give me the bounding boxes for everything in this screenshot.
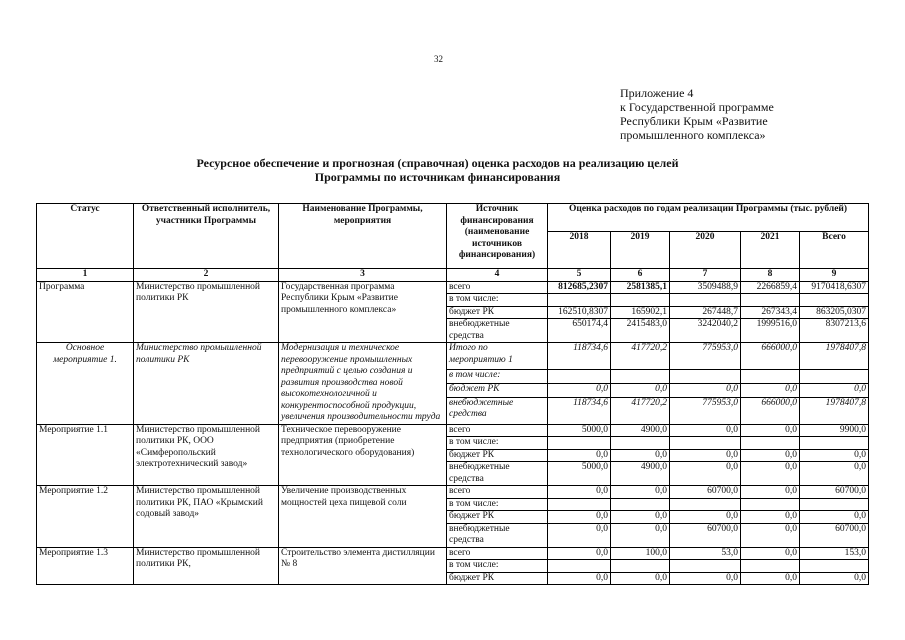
value-cell: 775953,0: [670, 397, 741, 424]
header-estimate: Оценка расходов по годам реализации Программы (тыс. рублей): [548, 204, 869, 232]
value-cell: [611, 437, 670, 450]
value-cell: [548, 560, 611, 573]
value-cell: 650174,4: [548, 319, 611, 343]
value-cell: 417720,2: [611, 343, 670, 370]
appendix-note: [620, 86, 774, 142]
title-line-1: Ресурсное обеспечение и прогнозная (справочная) оценка расходов на реализацию целей: [196, 156, 679, 170]
value-cell: 4900,0: [611, 462, 670, 486]
status-cell: Мероприятие 1.1: [37, 424, 134, 486]
value-cell: 153,0: [800, 547, 869, 560]
value-cell: 1999516,0: [741, 319, 800, 343]
status-cell: Программа: [37, 281, 134, 343]
value-cell: 0,0: [741, 572, 800, 585]
value-cell: 2266859,4: [741, 281, 800, 294]
measure-name-cell: Техническое перевооружение предприятия (приобретение технологического оборудования): [279, 424, 447, 486]
value-cell: 0,0: [611, 523, 670, 547]
source-cell: в том числе:: [447, 294, 548, 307]
value-cell: [611, 369, 670, 383]
source-cell: бюджет РК: [447, 572, 548, 585]
value-cell: 0,0: [670, 462, 741, 486]
value-cell: [611, 498, 670, 511]
value-cell: 0,0: [548, 547, 611, 560]
table-row: [37, 281, 869, 294]
source-cell: в том числе:: [447, 369, 548, 383]
source-cell: внебюджетные средства: [447, 462, 548, 486]
source-cell: бюджет РК: [447, 383, 548, 397]
value-cell: 0,0: [548, 486, 611, 499]
table-row: [37, 343, 869, 370]
value-cell: [548, 294, 611, 307]
value-cell: 165902,1: [611, 306, 670, 319]
value-cell: 0,0: [800, 511, 869, 524]
column-number: 5: [548, 269, 611, 282]
value-cell: 267448,7: [670, 306, 741, 319]
value-cell: 5000,0: [548, 462, 611, 486]
value-cell: 60700,0: [670, 486, 741, 499]
value-cell: 0,0: [800, 449, 869, 462]
measure-name-cell: Модернизация и техническое перевооружение промышленных предприятий с целью создания и развития производства новой высокотехнологичной и конкурентоспособной продукции, увеличения производительности труда: [279, 343, 447, 425]
value-cell: 775953,0: [670, 343, 741, 370]
table-row: [37, 547, 869, 560]
value-cell: 0,0: [548, 523, 611, 547]
column-number-row: [37, 269, 869, 282]
value-cell: 0,0: [741, 462, 800, 486]
value-cell: 0,0: [741, 511, 800, 524]
value-cell: 60700,0: [670, 523, 741, 547]
measure-name-cell: Увеличение производственных мощностей цеха пищевой соли: [279, 486, 447, 548]
value-cell: 0,0: [548, 383, 611, 397]
source-cell: бюджет РК: [447, 449, 548, 462]
source-cell: бюджет РК: [447, 306, 548, 319]
source-cell: всего: [447, 424, 548, 437]
appendix-line: к Государственной программе: [620, 100, 774, 114]
source-cell: бюджет РК: [447, 511, 548, 524]
column-number: 1: [37, 269, 134, 282]
value-cell: 0,0: [611, 486, 670, 499]
value-cell: 417720,2: [611, 397, 670, 424]
column-number: 7: [670, 269, 741, 282]
executor-cell: Министерство промышленной политики РК, ООО «Симферопольский электротехнический завод»: [134, 424, 279, 486]
value-cell: 0,0: [741, 383, 800, 397]
value-cell: 118734,6: [548, 343, 611, 370]
header-total: Всего: [800, 232, 869, 269]
value-cell: [670, 437, 741, 450]
financing-table: [36, 203, 869, 585]
appendix-line: Республики Крым «Развитие: [620, 114, 768, 128]
column-number: 3: [279, 269, 447, 282]
value-cell: [548, 498, 611, 511]
value-cell: 162510,8307: [548, 306, 611, 319]
source-cell: всего: [447, 281, 548, 294]
value-cell: 0,0: [611, 511, 670, 524]
column-number: 2: [134, 269, 279, 282]
header-year: 2018: [548, 232, 611, 269]
value-cell: 60700,0: [800, 486, 869, 499]
source-cell: всего: [447, 547, 548, 560]
value-cell: [548, 369, 611, 383]
header-year: 2019: [611, 232, 670, 269]
value-cell: 9900,0: [800, 424, 869, 437]
value-cell: 3509488,9: [670, 281, 741, 294]
value-cell: 0,0: [670, 383, 741, 397]
value-cell: 0,0: [548, 449, 611, 462]
value-cell: [741, 498, 800, 511]
value-cell: 0,0: [741, 486, 800, 499]
value-cell: 4900,0: [611, 424, 670, 437]
value-cell: [548, 437, 611, 450]
value-cell: 812685,2307: [548, 281, 611, 294]
value-cell: [800, 437, 869, 450]
source-cell: в том числе:: [447, 437, 548, 450]
executor-cell: Министерство промышленной политики РК: [134, 281, 279, 343]
table-row: [37, 424, 869, 437]
value-cell: [670, 498, 741, 511]
status-cell: Мероприятие 1.3: [37, 547, 134, 585]
value-cell: 0,0: [548, 572, 611, 585]
header-name: Наименование Программы, мероприятия: [279, 204, 447, 269]
executor-cell: Министерство промышленной политики РК, ПАО «Крымский содовый завод»: [134, 486, 279, 548]
column-number: 4: [447, 269, 548, 282]
value-cell: 2415483,0: [611, 319, 670, 343]
value-cell: [741, 437, 800, 450]
value-cell: 0,0: [741, 547, 800, 560]
appendix-line: Приложение 4: [620, 86, 694, 100]
value-cell: [741, 294, 800, 307]
value-cell: [670, 560, 741, 573]
value-cell: 2581385,1: [611, 281, 670, 294]
value-cell: 0,0: [800, 572, 869, 585]
value-cell: 267343,4: [741, 306, 800, 319]
source-cell: в том числе:: [447, 560, 548, 573]
value-cell: 8307213,6: [800, 319, 869, 343]
value-cell: 1978407,8: [800, 397, 869, 424]
value-cell: 666000,0: [741, 397, 800, 424]
value-cell: 0,0: [670, 572, 741, 585]
source-cell: в том числе:: [447, 498, 548, 511]
source-cell: внебюджетные средства: [447, 319, 548, 343]
value-cell: 53,0: [670, 547, 741, 560]
value-cell: 0,0: [611, 449, 670, 462]
measure-name-cell: Государственная программа Республики Крым «Развитие промышленного комплекса»: [279, 281, 447, 343]
header-executor: Ответственный исполнитель, участники Программы: [134, 204, 279, 269]
value-cell: [611, 560, 670, 573]
value-cell: [800, 294, 869, 307]
value-cell: 0,0: [670, 511, 741, 524]
document-title: [150, 156, 725, 184]
value-cell: 60700,0: [800, 523, 869, 547]
header-year: 2020: [670, 232, 741, 269]
value-cell: [741, 369, 800, 383]
source-cell: внебюджетные средства: [447, 397, 548, 424]
value-cell: 0,0: [741, 449, 800, 462]
header-status: Статус: [37, 204, 134, 269]
value-cell: 0,0: [611, 383, 670, 397]
value-cell: [800, 560, 869, 573]
value-cell: [670, 369, 741, 383]
value-cell: 9170418,6307: [800, 281, 869, 294]
source-cell: всего: [447, 486, 548, 499]
executor-cell: Министерство промышленной политики РК,: [134, 547, 279, 585]
header-year: 2021: [741, 232, 800, 269]
value-cell: 0,0: [741, 523, 800, 547]
page-number: 32: [434, 54, 443, 64]
status-cell: Мероприятие 1.2: [37, 486, 134, 548]
status-cell: Основное мероприятие 1.: [37, 343, 134, 425]
value-cell: [800, 498, 869, 511]
value-cell: 5000,0: [548, 424, 611, 437]
value-cell: 0,0: [800, 383, 869, 397]
source-cell: внебюджетные средства: [447, 523, 548, 547]
value-cell: 0,0: [548, 511, 611, 524]
source-cell: Итого по мероприятию 1: [447, 343, 548, 370]
measure-name-cell: Строительство элемента дистилляции № 8: [279, 547, 447, 585]
value-cell: [800, 369, 869, 383]
value-cell: 3242040,2: [670, 319, 741, 343]
executor-cell: Министерство промышленной политики РК: [134, 343, 279, 425]
title-line-2: Программы по источникам финансирования: [314, 170, 561, 184]
value-cell: 0,0: [670, 449, 741, 462]
value-cell: 0,0: [611, 572, 670, 585]
value-cell: 118734,6: [548, 397, 611, 424]
value-cell: 0,0: [670, 424, 741, 437]
value-cell: [670, 294, 741, 307]
value-cell: [611, 294, 670, 307]
header-source: Источник финансирования (наименование источников финансирования): [447, 204, 548, 269]
value-cell: [741, 560, 800, 573]
value-cell: 0,0: [741, 424, 800, 437]
column-number: 9: [800, 269, 869, 282]
table-row: [37, 486, 869, 499]
value-cell: 863205,0307: [800, 306, 869, 319]
column-number: 6: [611, 269, 670, 282]
value-cell: 1978407,8: [800, 343, 869, 370]
column-number: 8: [741, 269, 800, 282]
value-cell: 100,0: [611, 547, 670, 560]
value-cell: 666000,0: [741, 343, 800, 370]
appendix-line: промышленного комплекса»: [620, 128, 766, 142]
value-cell: 0,0: [800, 462, 869, 486]
